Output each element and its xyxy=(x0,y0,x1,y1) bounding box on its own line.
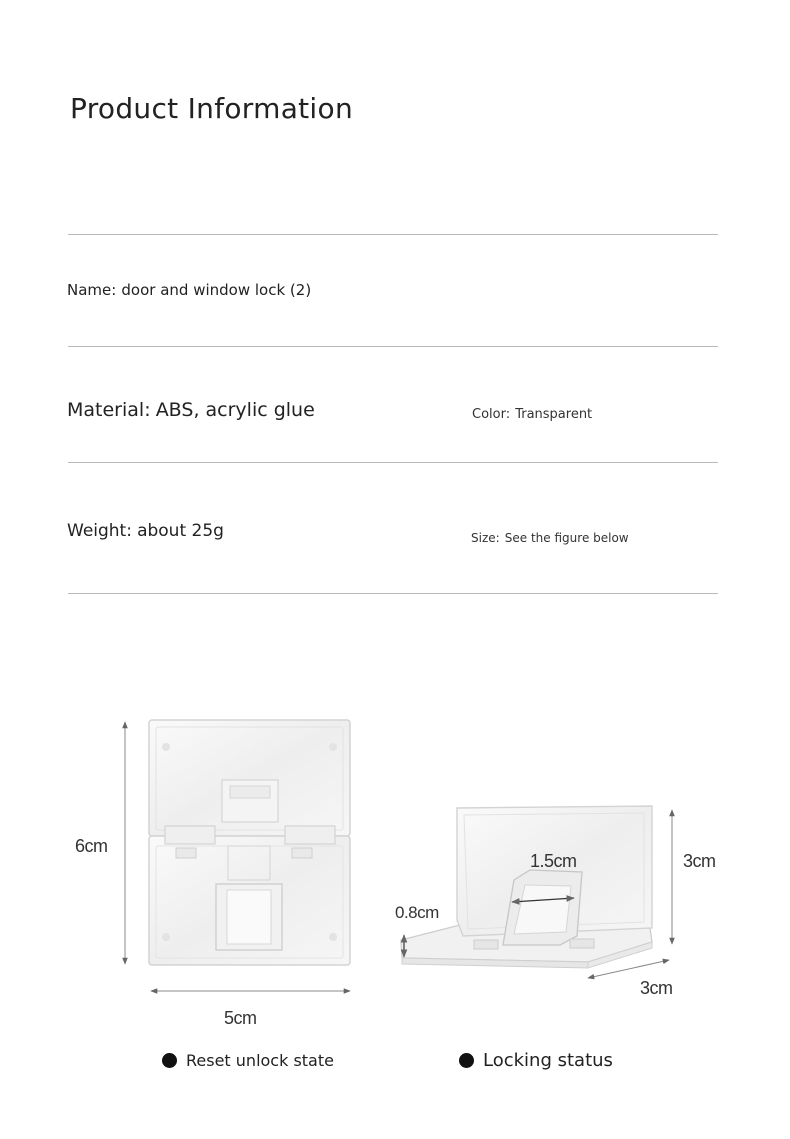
spec-material-value: ABS, acrylic glue xyxy=(155,399,315,421)
left-height-label: 6cm xyxy=(75,836,108,856)
page-title: Product Information xyxy=(70,92,353,125)
spec-color-value: Transparent xyxy=(515,407,593,422)
spec-weight-label: Weight: xyxy=(67,521,132,541)
spec-weight-value: about 25g xyxy=(137,521,224,541)
inner-width-label: 1.5cm xyxy=(530,851,577,871)
caption-locked-text: Locking status xyxy=(483,1050,613,1071)
right-height-label: 3cm xyxy=(683,851,716,871)
caption-unlock-text: Reset unlock state xyxy=(186,1051,334,1070)
spec-name-value: door and window lock (2) xyxy=(121,281,312,299)
depth-label: 3cm xyxy=(640,978,673,998)
bullet-icon xyxy=(162,1053,177,1068)
caption-unlock xyxy=(162,1051,334,1070)
spec-color-label: Color: xyxy=(472,407,511,422)
thickness-label: 0.8cm xyxy=(395,903,439,922)
bullet-icon xyxy=(459,1053,474,1068)
spec-name-label: Name: xyxy=(67,281,117,299)
spec-size-value: See the figure below xyxy=(504,531,629,545)
left-width-label: 5cm xyxy=(224,1008,257,1028)
caption-locked xyxy=(459,1050,613,1071)
lock-unlocked-image xyxy=(149,720,350,965)
spec-material-label: Material: xyxy=(67,399,151,421)
lock-locked-image xyxy=(401,806,652,968)
spec-size-label: Size: xyxy=(471,531,500,545)
